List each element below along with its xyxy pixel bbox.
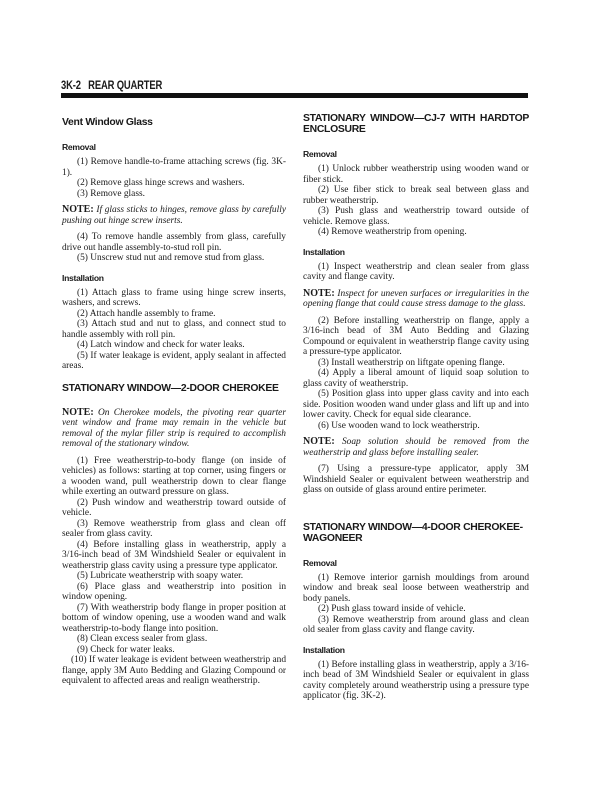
step-number: (3) xyxy=(77,319,88,329)
step xyxy=(303,604,529,615)
step-number: (5) xyxy=(318,389,329,399)
step-text: Remove handle-to-frame attaching screws (fig. 3K-1). xyxy=(62,157,286,178)
step xyxy=(62,253,286,264)
step-number: (7) xyxy=(77,602,88,613)
step-number: (2) xyxy=(318,315,329,326)
step-text: Free weatherstrip-to-body flange (on inside of vehicles) as follows: starting at top corner, using fingers or a wooden wand, pull weatherstrip down to clear flange while exerting an outward pressure on glass. xyxy=(62,455,286,497)
step xyxy=(303,464,529,496)
step xyxy=(62,189,286,200)
note-label: NOTE: xyxy=(303,436,335,447)
step-number: (3) xyxy=(77,188,88,199)
step xyxy=(303,421,529,432)
subsection-label: Removal xyxy=(303,149,337,159)
step xyxy=(62,351,286,372)
step xyxy=(303,185,529,206)
step-text: Push glass and weatherstrip toward outside of vehicle. Remove glass. xyxy=(303,206,529,227)
step-text: Use fiber stick to break seal between glass and rubber weatherstrip. xyxy=(303,185,529,206)
step-number: (6) xyxy=(77,581,88,592)
section-heading: STATIONARY WINDOW—4-DOOR CHEROKEE-WAGONEER xyxy=(303,521,523,544)
step-text: Use wooden wand to lock weatherstrip. xyxy=(331,420,480,431)
subsection xyxy=(303,558,529,636)
step-text: Position glass into upper glass cavity and into each side. Position wooden wand under glass and lift up and into lower cavity. Check for equal side clearance. xyxy=(303,389,529,420)
section xyxy=(303,113,529,496)
step xyxy=(303,660,529,702)
step-text: With weatherstrip body flange in proper position at bottom of window opening, use a wooden wand and walk weatherstrip-to-body flange into position. xyxy=(62,602,286,634)
subsection xyxy=(303,645,529,702)
step xyxy=(62,519,286,540)
step-number: (8) xyxy=(77,634,88,644)
step-text: Before installing glass in weatherstrip, apply a 3/16-inch bead of 3M Windshield Sealer or equivalent in weatherstrip glass cavity using a pressure type applicator. xyxy=(62,539,286,571)
step xyxy=(303,573,529,605)
step-number: (1) xyxy=(318,572,329,583)
step-number: (2) xyxy=(77,308,88,319)
step xyxy=(62,309,286,320)
step-number: (2) xyxy=(77,497,88,508)
step-number: (2) xyxy=(318,604,329,614)
step-number: (1) xyxy=(318,659,329,670)
step-text: Unscrew stud nut and remove stud from glass. xyxy=(90,253,265,263)
step-text: Remove glass. xyxy=(90,188,145,199)
step-text: Remove weatherstrip from glass and clean off sealer from glass cavity. xyxy=(62,518,287,539)
note xyxy=(303,437,529,458)
step-text: Inspect weatherstrip and clean sealer from glass cavity and flange cavity. xyxy=(303,261,529,282)
step-number: (3) xyxy=(318,357,329,368)
step xyxy=(62,340,286,351)
step-text: Attach stud and nut to glass, and connect stud to handle assembly with roll pin. xyxy=(62,319,286,340)
step xyxy=(62,232,286,253)
step-number: (5) xyxy=(77,350,88,361)
step-number: (2) xyxy=(318,185,329,195)
note-label: NOTE: xyxy=(303,287,335,299)
step-number: (5) xyxy=(77,571,88,581)
note-text: If glass sticks to hinges, remove glass by carefully pushing out hinge screw inserts. xyxy=(62,205,286,226)
step-number: (3) xyxy=(318,614,329,625)
step-number: (3) xyxy=(77,518,88,529)
step-text: To remove handle assembly from glass, carefully drive out handle assembly-to-stud roll pin. xyxy=(62,232,286,253)
step-text: Push window and weatherstrip toward outside of vehicle. xyxy=(62,497,286,518)
step-number: (1) xyxy=(77,157,88,167)
step-text: Remove weatherstrip from opening. xyxy=(331,227,467,237)
step xyxy=(303,368,529,389)
chapter-title: REAR QUARTER xyxy=(88,80,163,92)
section xyxy=(62,117,286,372)
step xyxy=(62,645,286,656)
step xyxy=(303,164,529,185)
step-text: Using a pressure-type applicator, apply 3M Windshield Sealer or equivalent between weatherstrip and glass on outside of glass around entire perimeter. xyxy=(303,464,529,495)
step-text: Unlock rubber weatherstrip using wooden wand or fiber stick. xyxy=(303,164,530,185)
subsection-label: Removal xyxy=(62,142,96,152)
step-text: If water leakage is evident, apply sealant in affected areas. xyxy=(62,350,286,371)
subsection xyxy=(62,273,286,372)
step xyxy=(62,571,286,582)
subsection xyxy=(62,142,286,264)
section-heading: Vent Window Glass xyxy=(62,117,153,128)
step-number: (4) xyxy=(318,368,329,378)
right-column xyxy=(303,113,529,713)
step-text: Clean excess sealer from glass. xyxy=(90,634,208,644)
step xyxy=(62,582,286,603)
note xyxy=(62,205,286,226)
subsection-label: Removal xyxy=(303,557,337,568)
section xyxy=(303,522,529,702)
step-number: (1) xyxy=(318,164,329,174)
step-number: (4) xyxy=(318,227,329,237)
section-heading: STATIONARY WINDOW—CJ-7 WITH HARDTOP ENCLOSURE xyxy=(303,113,529,135)
subsection xyxy=(62,408,286,687)
subsection-label: Installation xyxy=(62,272,104,283)
step-number: (10) xyxy=(71,655,87,665)
step-number: (5) xyxy=(77,253,88,263)
step xyxy=(62,288,286,309)
section-heading: STATIONARY WINDOW—2-DOOR CHEROKEE xyxy=(62,382,279,394)
step-text: Before installing glass in weatherstrip, apply a 3/16-inch bead of 3M Windshield Sealer or equivalent in glass cavity completely around weatherstrip using a pressure type applicator (fig. 3K-2). xyxy=(303,659,530,701)
step-number: (4) xyxy=(77,232,88,242)
step-number: (1) xyxy=(77,455,88,466)
step-number: (1) xyxy=(77,287,88,298)
note-label: NOTE: xyxy=(62,406,94,418)
step xyxy=(303,227,529,238)
step xyxy=(62,634,286,645)
step-text: Push glass toward inside of vehicle. xyxy=(331,604,466,614)
step-text: Remove glass hinge screws and washers. xyxy=(90,178,245,188)
step-number: (4) xyxy=(77,340,88,350)
step xyxy=(303,262,529,283)
page-number: 3K-2 xyxy=(61,80,81,92)
step xyxy=(303,389,529,421)
step-text: Latch window and check for water leaks. xyxy=(90,340,245,350)
step-text: Attach handle assembly to frame. xyxy=(89,308,216,319)
note-text: Soap solution should be removed from the weatherstrip and glass before installing sealer. xyxy=(303,437,530,458)
step xyxy=(303,358,529,369)
subsection xyxy=(303,247,529,496)
step xyxy=(303,316,529,358)
step-text: Lubricate weatherstrip with soapy water. xyxy=(90,571,244,581)
step xyxy=(303,615,529,636)
step xyxy=(62,456,286,498)
step-text: Remove weatherstrip from around glass and clean old sealer from glass cavity and flange cavity. xyxy=(303,614,530,635)
step-text: Install weatherstrip on liftgate opening flange. xyxy=(331,357,505,368)
step xyxy=(62,319,286,340)
step-text: Check for water leaks. xyxy=(90,644,175,655)
subsection-label: Installation xyxy=(303,246,345,257)
subsection-label: Installation xyxy=(303,644,345,655)
step-number: (7) xyxy=(318,464,329,474)
step-number: (1) xyxy=(318,261,329,272)
step-text: Remove interior garnish mouldings from around window and break seal loose between weatherstrip and body panels. xyxy=(303,572,530,604)
note xyxy=(303,289,529,310)
note-text: On Cherokee models, the pivoting rear quarter vent window and frame may remain in the vehicle but removal of the mylar filler strip is required to accomplish removal of the stationary window. xyxy=(62,407,286,449)
step-text: Place glass and weatherstrip into position in window opening. xyxy=(62,581,287,602)
section xyxy=(62,383,286,687)
step-number: (9) xyxy=(77,644,88,655)
step xyxy=(62,603,286,635)
note-label: NOTE: xyxy=(62,204,94,215)
note xyxy=(62,408,286,450)
left-column xyxy=(62,117,286,698)
step xyxy=(62,178,286,189)
step-number: (4) xyxy=(77,539,88,550)
note-text: Inspect for uneven surfaces or irregularities in the opening flange that could cause stress damage to the glass. xyxy=(303,288,530,309)
step xyxy=(62,540,286,572)
subsection xyxy=(303,149,529,238)
step-text: Attach glass to frame using hinge screw inserts, washers, and screws. xyxy=(62,287,286,308)
step xyxy=(303,206,529,227)
step-number: (3) xyxy=(318,206,329,216)
step xyxy=(62,157,286,178)
page-header xyxy=(61,80,162,92)
header-rule xyxy=(61,93,528,98)
step-text: Apply a liberal amount of liquid soap solution to glass cavity of weatherstrip. xyxy=(303,368,529,389)
step-number: (2) xyxy=(77,178,88,188)
step xyxy=(62,655,286,687)
step xyxy=(62,498,286,519)
step-text: Before installing weatherstrip on flange, apply a 3/16-inch bead of 3M Auto Bedding and Glazing Compound or equivalent in weatherstrip flange cavity using a pressure-type applicator. xyxy=(303,315,530,357)
step-number: (6) xyxy=(318,420,329,431)
step-text: If water leakage is evident between weatherstrip and flange, apply 3M Auto Bedding and Glazing Compound or equivalent to affected areas and realign weatherstrip. xyxy=(62,655,287,686)
